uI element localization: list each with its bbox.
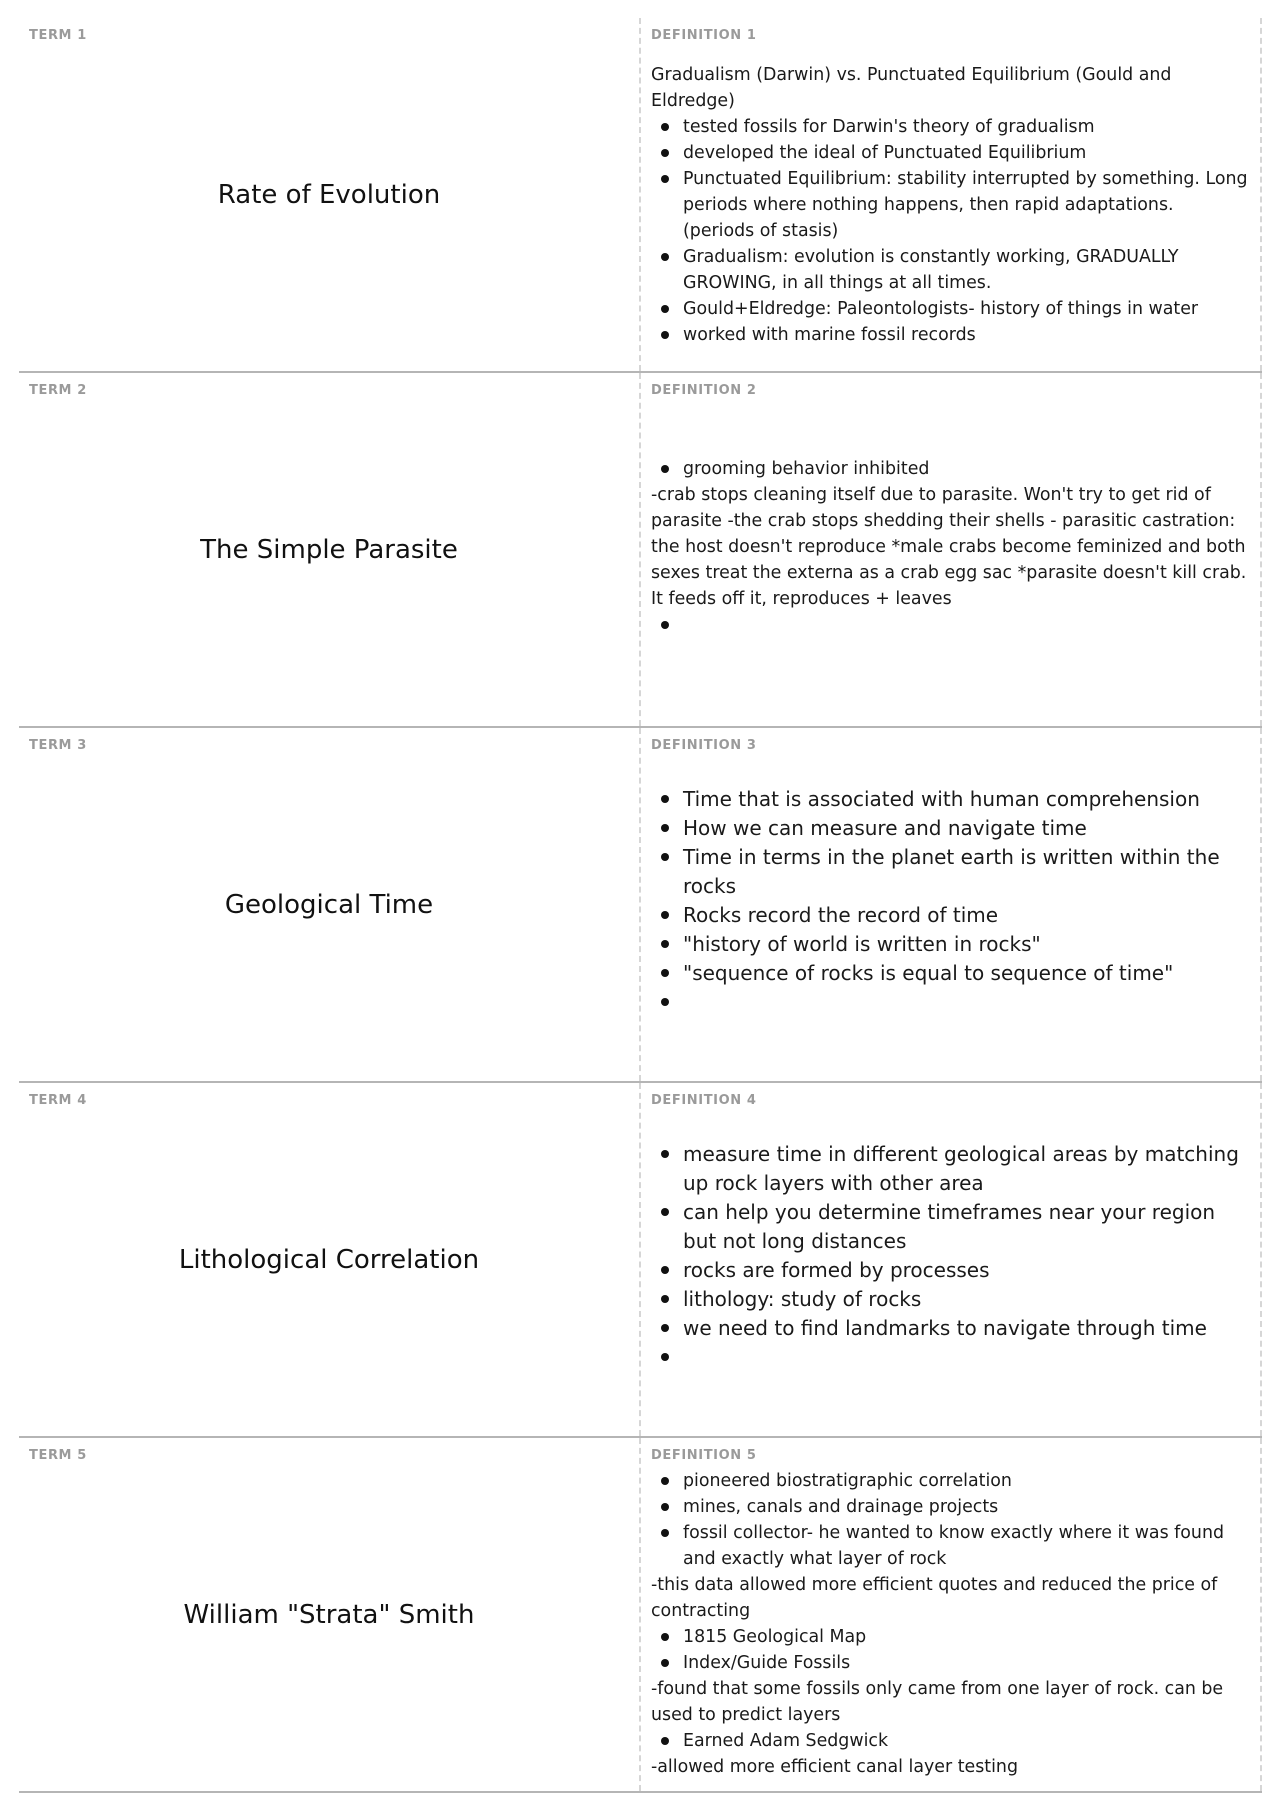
bullet-item: Time that is associated with human comprehension [683, 785, 1248, 814]
card-row-5 [19, 1438, 1262, 1793]
term-cell-1 [19, 18, 639, 371]
bullet-item: developed the ideal of Punctuated Equilibrium [683, 140, 1248, 166]
empty-bullet [683, 1343, 1248, 1372]
definition-bullets [651, 1468, 1248, 1572]
bullet-item: measure time in different geological areas by matching up rock layers with other area [683, 1140, 1248, 1198]
bullet-item: Rocks record the record of time [683, 901, 1248, 930]
definition-label: DEFINITION 4 [651, 1093, 757, 1108]
term-label: TERM 4 [29, 1093, 87, 1108]
bullet-item: worked with marine fossil records [683, 322, 1248, 348]
definition-label: DEFINITION 2 [651, 383, 757, 398]
definition-bullets-empty [651, 612, 1248, 638]
term-label: TERM 1 [29, 28, 87, 43]
bullet-item: lithology: study of rocks [683, 1285, 1248, 1314]
definition-body [651, 1140, 1248, 1372]
term-cell-5 [19, 1438, 639, 1791]
bullet-item: Gradualism: evolution is constantly working, GRADUALLY GROWING, in all things at all times. [683, 244, 1248, 296]
definition-body [651, 62, 1248, 348]
bullet-item: How we can measure and navigate time [683, 814, 1248, 843]
bullet-item: we need to find landmarks to navigate through time [683, 1314, 1248, 1343]
term-text: Rate of Evolution [217, 179, 441, 210]
definition-body [651, 785, 1248, 1017]
card-row-4 [19, 1083, 1262, 1438]
bullet-item: fossil collector- he wanted to know exactly where it was found and exactly what layer of rock [683, 1520, 1248, 1572]
bullet-item: "history of world is written in rocks" [683, 930, 1248, 959]
term-cell-3 [19, 728, 639, 1081]
empty-bullet [683, 612, 1248, 638]
definition-body [651, 456, 1248, 638]
flashcard-sheet [19, 18, 1262, 1793]
term-text: Lithological Correlation [178, 1244, 480, 1275]
term-label: TERM 2 [29, 383, 87, 398]
definition-bullets [651, 456, 1248, 482]
definition-paragraph: -found that some fossils only came from one layer of rock. can be used to predict layers [651, 1679, 1224, 1725]
card-row-2 [19, 373, 1262, 728]
definition-bullets [651, 1140, 1248, 1372]
definition-cell-3 [639, 728, 1262, 1081]
definition-bullets [651, 1728, 1248, 1754]
definition-paragraph: -crab stops cleaning itself due to parasite. Won't try to get rid of parasite -the crab stops shedding their shells - parasitic castration: the host doesn't reproduce *male crabs become feminized and both sexes treat the externa as a crab egg sac *parasite doesn't kill crab. It feeds off it, reproduces + leaves [651, 485, 1247, 609]
term-label: TERM 5 [29, 1448, 87, 1463]
bullet-item: 1815 Geological Map [683, 1624, 1248, 1650]
term-text: William "Strata" Smith [183, 1599, 475, 1630]
definition-label: DEFINITION 5 [651, 1448, 757, 1463]
term-text: Geological Time [224, 889, 434, 920]
bullet-item: grooming behavior inhibited [683, 456, 1248, 482]
term-label: TERM 3 [29, 738, 87, 753]
card-row-3 [19, 728, 1262, 1083]
definition-cell-2 [639, 373, 1262, 726]
bullet-item: Index/Guide Fossils [683, 1650, 1248, 1676]
card-row-1 [19, 18, 1262, 373]
bullet-item: "sequence of rocks is equal to sequence of time" [683, 959, 1248, 988]
definition-bullets [651, 785, 1248, 1017]
definition-cell-1 [639, 18, 1262, 371]
definition-body [651, 1468, 1248, 1780]
bullet-item: tested fossils for Darwin's theory of gradualism [683, 114, 1248, 140]
bullet-item: can help you determine timeframes near your region but not long distances [683, 1198, 1248, 1256]
bullet-item: Punctuated Equilibrium: stability interrupted by something. Long periods where nothing happens, then rapid adaptations. (periods of stasis) [683, 166, 1248, 244]
definition-bullets [651, 114, 1248, 348]
term-text: The Simple Parasite [200, 534, 458, 565]
bullet-item: mines, canals and drainage projects [683, 1494, 1248, 1520]
bullet-item: rocks are formed by processes [683, 1256, 1248, 1285]
term-cell-2 [19, 373, 639, 726]
bullet-item: Time in terms in the planet earth is written within the rocks [683, 843, 1248, 901]
definition-intro: Gradualism (Darwin) vs. Punctuated Equilibrium (Gould and Eldredge) [651, 65, 1172, 111]
definition-bullets [651, 1624, 1248, 1676]
bullet-item: Gould+Eldredge: Paleontologists- history of things in water [683, 296, 1248, 322]
definition-label: DEFINITION 3 [651, 738, 757, 753]
empty-bullet [683, 988, 1248, 1017]
definition-cell-5 [639, 1438, 1262, 1791]
definition-paragraph: -this data allowed more efficient quotes and reduced the price of contracting [651, 1575, 1218, 1621]
bullet-item: Earned Adam Sedgwick [683, 1728, 1248, 1754]
bullet-item: pioneered biostratigraphic correlation [683, 1468, 1248, 1494]
definition-cell-4 [639, 1083, 1262, 1436]
term-cell-4 [19, 1083, 639, 1436]
definition-label: DEFINITION 1 [651, 28, 757, 43]
definition-paragraph: -allowed more efficient canal layer testing [651, 1757, 1018, 1777]
